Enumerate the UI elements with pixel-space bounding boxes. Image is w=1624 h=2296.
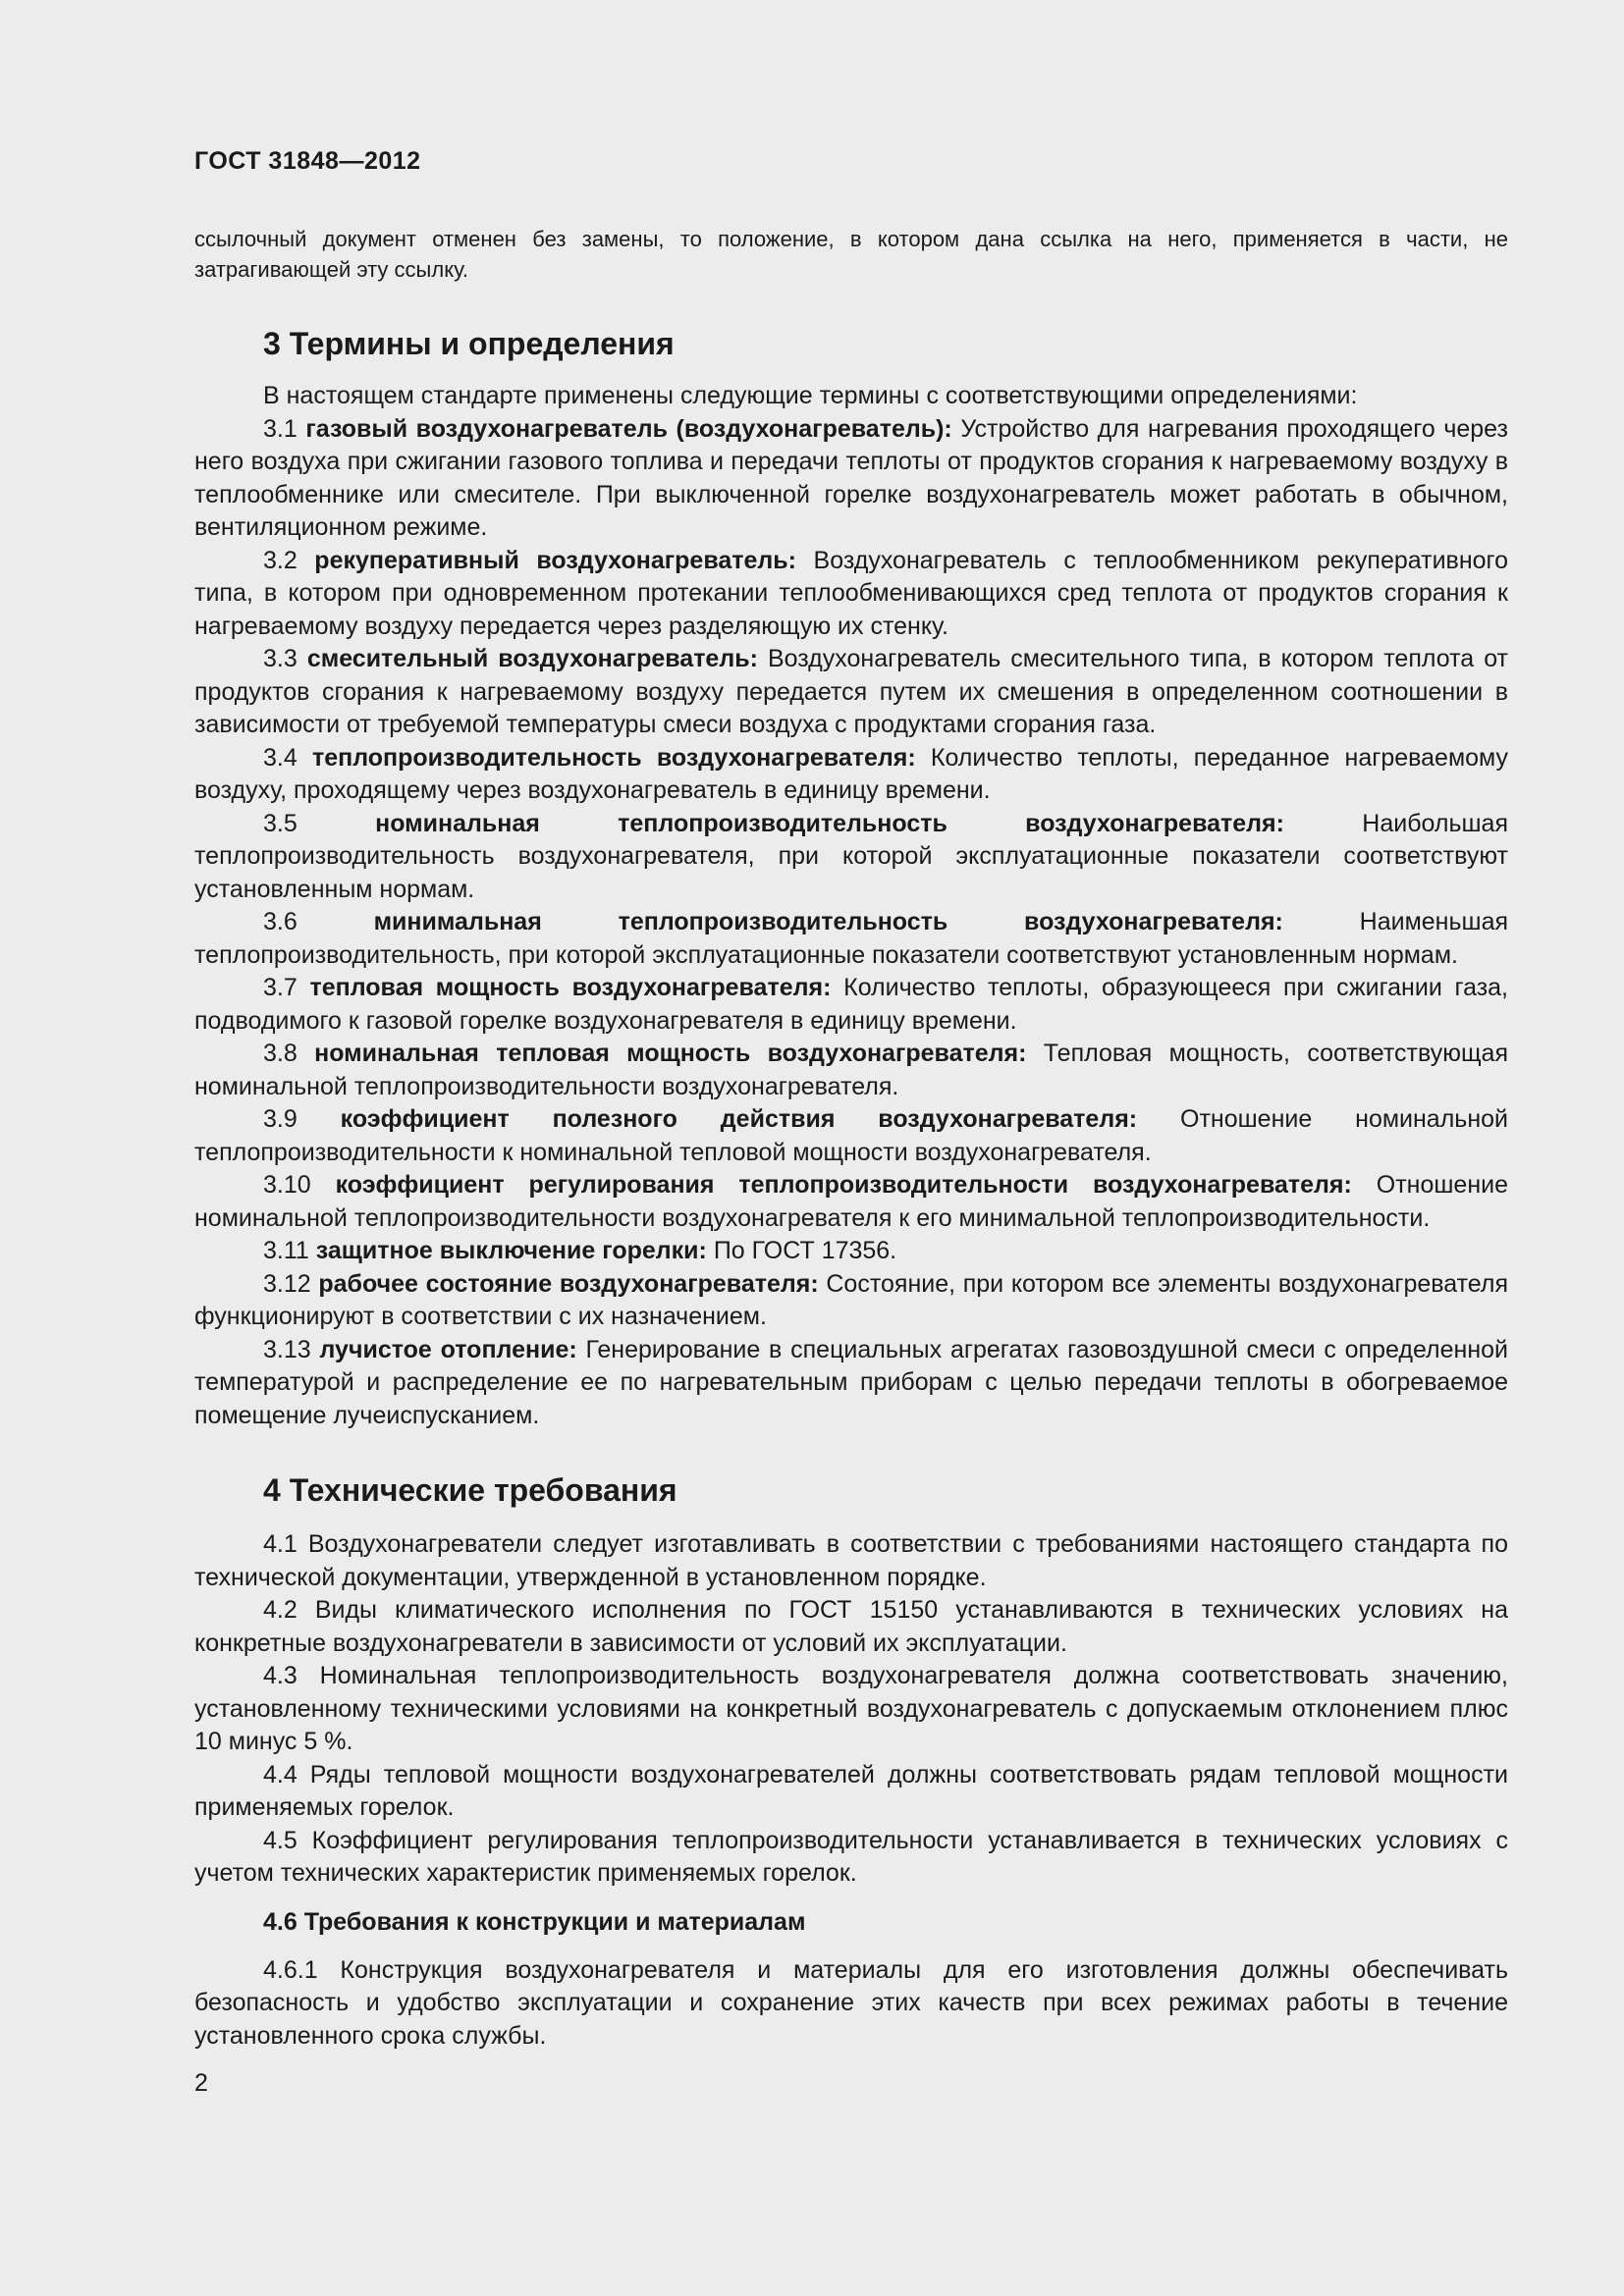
section-3-intro: В настоящем стандарте применены следующие термины с соответствующими определениями: — [263, 382, 1358, 409]
page-number: 2 — [194, 2069, 208, 2097]
definition-3-3 — [194, 643, 1508, 742]
definition-number: 3.9 — [263, 1105, 298, 1133]
definition-text: Тепловая мощность, соответствующая номинальной теплопроизводительности воздухонагревателя. — [194, 1040, 1508, 1100]
definition-term: коэффициент полезного действия воздухонагревателя: — [340, 1105, 1138, 1133]
section-4-title: 4 Технические требования — [263, 1472, 677, 1508]
definition-3-5 — [194, 808, 1508, 907]
definition-term: теплопроизводительность воздухонагревателя: — [311, 743, 916, 772]
definition-number: 3.1 — [263, 414, 298, 443]
definition-text: По ГОСТ 17356. — [713, 1237, 897, 1264]
definition-number: 3.2 — [263, 546, 298, 574]
definition-number: 3.11 — [263, 1237, 309, 1264]
definition-number: 3.5 — [263, 809, 298, 837]
definition-text: Наименьшая теплопроизводительность, при которой эксплуатационные показатели соответствуют установленным нормам. — [194, 908, 1509, 969]
definition-number: 3.8 — [263, 1040, 298, 1067]
definition-number: 3.10 — [263, 1171, 311, 1199]
definition-term: лучистое отопление: — [319, 1335, 577, 1363]
section-3-title: 3 Термины и определения — [263, 326, 675, 361]
definition-number: 3.3 — [263, 645, 298, 672]
definition-term: коэффициент регулирования теплопроизводительности воздухонагревателя: — [335, 1171, 1352, 1199]
definition-number: 3.13 — [263, 1335, 311, 1363]
definition-text: Воздухонагреватель с теплообменником рекуперативного типа, в котором при одновременном протекании теплообменивающихся сред теплота от продуктов сгорания к нагреваемому воздуху передается через разделяющую их стенку. — [194, 546, 1509, 640]
definition-term: тепловая мощность воздухонагревателя: — [309, 974, 832, 1001]
definition-term: рекуперативный воздухонагреватель: — [314, 546, 796, 574]
definition-text: Устройство для нагревания проходящего через него воздуха при сжигании газового топлива и передачи теплоты от продуктов сгорания к нагреваемому воздуху в теплообменнике или смесителе. При выключенной горелке воздухонагреватель может работать в обычном, вентиляционном режиме. — [194, 414, 1508, 541]
requirement-4-1: 4.1 Воздухонагреватели следует изготавливать в соответствии с требованиями настоящего стандарта по технической документации, утвержденной в установленном порядке. — [194, 1530, 1508, 1591]
definition-3-12 — [194, 1268, 1508, 1334]
definition-text: Количество теплоты, образующееся при сжигании газа, подводимого к газовой горелке воздухонагревателя в единицу времени. — [194, 974, 1509, 1035]
definition-term: рабочее состояние воздухонагревателя: — [318, 1269, 819, 1298]
definition-text: Состояние, при котором все элементы воздухонагревателя функционируют в соответствии с их назначением. — [194, 1269, 1509, 1330]
definition-3-7 — [194, 972, 1508, 1038]
definition-term: газовый воздухонагреватель (воздухонагреватель): — [305, 414, 952, 443]
requirement-4-2: 4.2 Виды климатического исполнения по ГОСТ 15150 устанавливаются в технических условиях на конкретные воздухонагреватели в зависимости от условий их эксплуатации. — [194, 1596, 1508, 1657]
definition-term: номинальная тепловая мощность воздухонагревателя: — [314, 1040, 1027, 1067]
definition-3-8 — [194, 1038, 1508, 1103]
requirement-4-5: 4.5 Коэффициент регулирования теплопроизводительности устанавливается в технических условиях с учетом технических характеристик применяемых горелок. — [194, 1826, 1508, 1887]
definition-3-10 — [194, 1169, 1508, 1235]
definition-text: Генерирование в специальных агрегатах газовоздушной смеси с определенной температурой и распределение ее по нагревательным приборам с целью передачи теплоты в обогреваемое помещение лучеиспусканием. — [194, 1335, 1508, 1429]
definition-3-11 — [194, 1235, 1508, 1268]
definition-3-1 — [194, 413, 1508, 545]
page-content — [194, 224, 1508, 2053]
definition-number: 3.12 — [263, 1269, 311, 1298]
definition-number: 3.7 — [263, 974, 298, 1001]
definition-3-9 — [194, 1103, 1508, 1169]
definition-text: Наибольшая теплопроизводительность воздухонагревателя, при которой эксплуатационные показатели соответствуют установленным нормам. — [194, 809, 1509, 903]
definition-3-13 — [194, 1334, 1508, 1433]
definition-term: защитное выключение горелки: — [315, 1237, 707, 1264]
section-3-definitions — [194, 413, 1508, 1433]
section-4-requirements — [194, 1528, 1508, 1891]
definition-text: Отношение номинальной теплопроизводительности воздухонагревателя к его минимальной теплопроизводительности. — [194, 1171, 1508, 1232]
definition-term: смесительный воздухонагреватель: — [306, 645, 758, 672]
definition-3-6 — [194, 906, 1508, 972]
definition-text: Количество теплоты, переданное нагреваемому воздуху, проходящему через воздухонагреватель в единицу времени. — [194, 743, 1509, 804]
definition-text: Отношение номинальной теплопроизводительности к номинальной тепловой мощности воздухонагревателя. — [194, 1105, 1508, 1166]
definition-number: 3.4 — [263, 743, 298, 772]
document-header: ГОСТ 31848—2012 — [194, 147, 421, 175]
definition-3-2 — [194, 545, 1508, 644]
lead-paragraph: ссылочный документ отменен без замены, то положение, в котором дана ссылка на него, применяется в части, не затрагивающей эту ссылку. — [194, 227, 1508, 282]
definition-term: номинальная теплопроизводительность воздухонагревателя: — [375, 809, 1284, 837]
requirement-4-3: 4.3 Номинальная теплопроизводительность воздухонагревателя должна соответствовать значению, установленному техническими условиями на конкретный воздухонагреватель с допускаемым отклонением плюс 10 минус 5 %. — [194, 1662, 1508, 1755]
requirement-4-6-1: 4.6.1 Конструкция воздухонагревателя и материалы для его изготовления должны обеспечивать безопасность и удобство эксплуатации и сохранение этих качеств при всех режимах работы в течение установленного срока службы. — [194, 1955, 1508, 2050]
definition-text: Воздухонагреватель смесительного типа, в котором теплота от продуктов сгорания к нагреваемому воздуху передается путем их смешения в определенном соотношении в зависимости от требуемой температуры смеси воздуха с продуктами сгорания газа. — [194, 645, 1508, 738]
definition-3-4 — [194, 742, 1508, 808]
requirement-4-4: 4.4 Ряды тепловой мощности воздухонагревателей должны соответствовать рядам тепловой мощности применяемых горелок. — [194, 1760, 1508, 1821]
definition-term: минимальная теплопроизводительность воздухонагревателя: — [373, 908, 1283, 935]
definition-number: 3.6 — [263, 908, 298, 935]
subsection-4-6-title: 4.6 Требования к конструкции и материалам — [263, 1907, 806, 1936]
